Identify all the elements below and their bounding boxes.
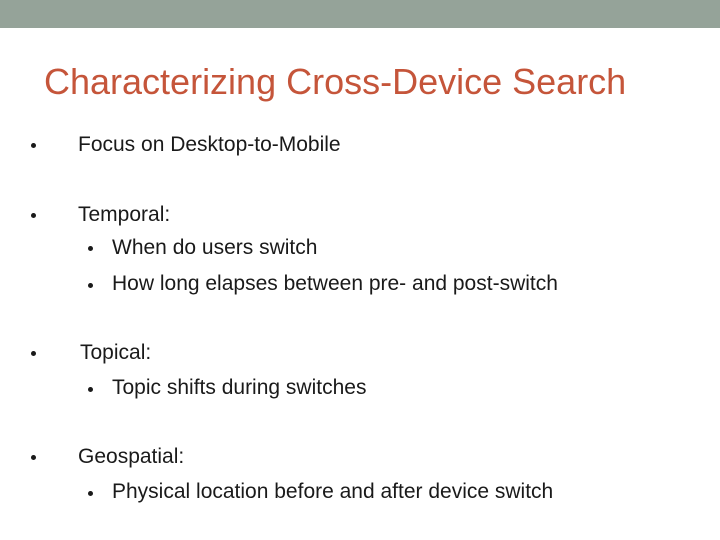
- sub-bullet-elapsed-time: How long elapses between pre- and post-switch: [112, 272, 558, 295]
- header-bar: [0, 0, 720, 28]
- bullet-focus: Focus on Desktop-to-Mobile: [78, 133, 341, 156]
- sub-bullet-dot: [88, 246, 93, 251]
- sub-bullet-dot: [88, 491, 93, 496]
- sub-bullet-dot: [88, 283, 93, 288]
- bullet-dot: [31, 351, 36, 356]
- bullet-dot: [31, 143, 36, 148]
- sub-bullet-topic-shifts: Topic shifts during switches: [112, 376, 367, 399]
- sub-bullet-when-switch: When do users switch: [112, 236, 318, 259]
- bullet-dot: [31, 455, 36, 460]
- bullet-geospatial: Geospatial:: [78, 445, 185, 468]
- bullet-temporal: Temporal:: [78, 203, 171, 226]
- bullet-dot: [31, 213, 36, 218]
- bullet-topical: Topical:: [80, 341, 152, 364]
- slide-title: Characterizing Cross-Device Search: [44, 61, 627, 102]
- sub-bullet-dot: [88, 387, 93, 392]
- sub-bullet-physical-location: Physical location before and after device switch: [112, 480, 554, 503]
